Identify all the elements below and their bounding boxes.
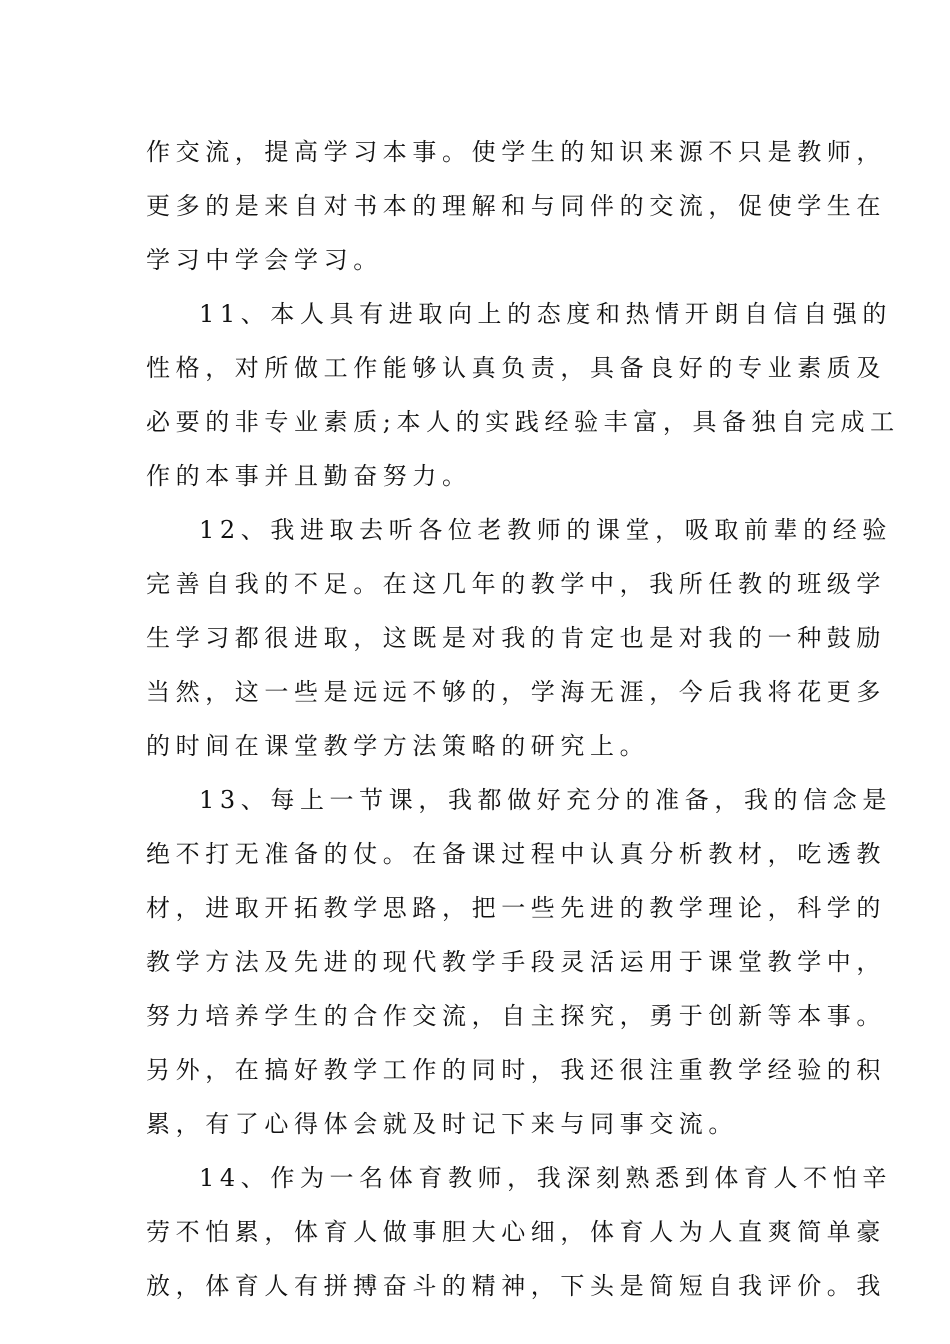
paragraph xyxy=(146,287,900,503)
text-line: 劳不怕累，体育人做事胆大心细，体育人为人直爽简单豪 xyxy=(146,1218,886,1246)
document-body xyxy=(146,125,900,1313)
text-line: 累，有了心得体会就及时记下来与同事交流。 xyxy=(146,1110,738,1138)
text-line: 绝不打无准备的仗。在备课过程中认真分析教材，吃透教 xyxy=(146,840,886,868)
text-line: 14、作为一名体育教师，我深刻熟悉到体育人不怕辛 xyxy=(199,1164,892,1192)
text-line: 学习中学会学习。 xyxy=(146,246,383,274)
text-line: 教学方法及先进的现代教学手段灵活运用于课堂教学中， xyxy=(146,948,886,976)
paragraph xyxy=(146,773,892,1151)
text-line: 13、每上一节课，我都做好充分的准备，我的信念是 xyxy=(199,786,892,814)
paragraph xyxy=(146,125,886,287)
text-line: 放，体育人有拼搏奋斗的精神，下头是简短自我评价。我 xyxy=(146,1272,886,1300)
text-line: 生学习都很进取，这既是对我的肯定也是对我的一种鼓励 xyxy=(146,624,886,652)
text-line: 完善自我的不足。在这几年的教学中，我所任教的班级学 xyxy=(146,570,886,598)
text-line: 的时间在课堂教学方法策略的研究上。 xyxy=(146,732,650,760)
text-line: 必要的非专业素质;本人的实践经验丰富，具备独自完成工 xyxy=(146,408,900,436)
text-line: 更多的是来自对书本的理解和与同伴的交流，促使学生在 xyxy=(146,192,886,220)
paragraph xyxy=(146,1151,892,1313)
text-line: 12、我进取去听各位老教师的课堂，吸取前辈的经验 xyxy=(199,516,892,544)
text-line: 11、本人具有进取向上的态度和热情开朗自信自强的 xyxy=(199,300,892,328)
text-line: 另外，在搞好教学工作的同时，我还很注重教学经验的积 xyxy=(146,1056,886,1084)
text-line: 作的本事并且勤奋努力。 xyxy=(146,462,472,490)
text-line: 性格，对所做工作能够认真负责，具备良好的专业素质及 xyxy=(146,354,886,382)
text-line: 当然，这一些是远远不够的，学海无涯，今后我将花更多 xyxy=(146,678,886,706)
text-line: 材，进取开拓教学思路，把一些先进的教学理论，科学的 xyxy=(146,894,886,922)
text-line: 作交流，提高学习本事。使学生的知识来源不只是教师， xyxy=(146,138,886,166)
paragraph xyxy=(146,503,892,773)
text-line: 努力培养学生的合作交流，自主探究，勇于创新等本事。 xyxy=(146,1002,886,1030)
